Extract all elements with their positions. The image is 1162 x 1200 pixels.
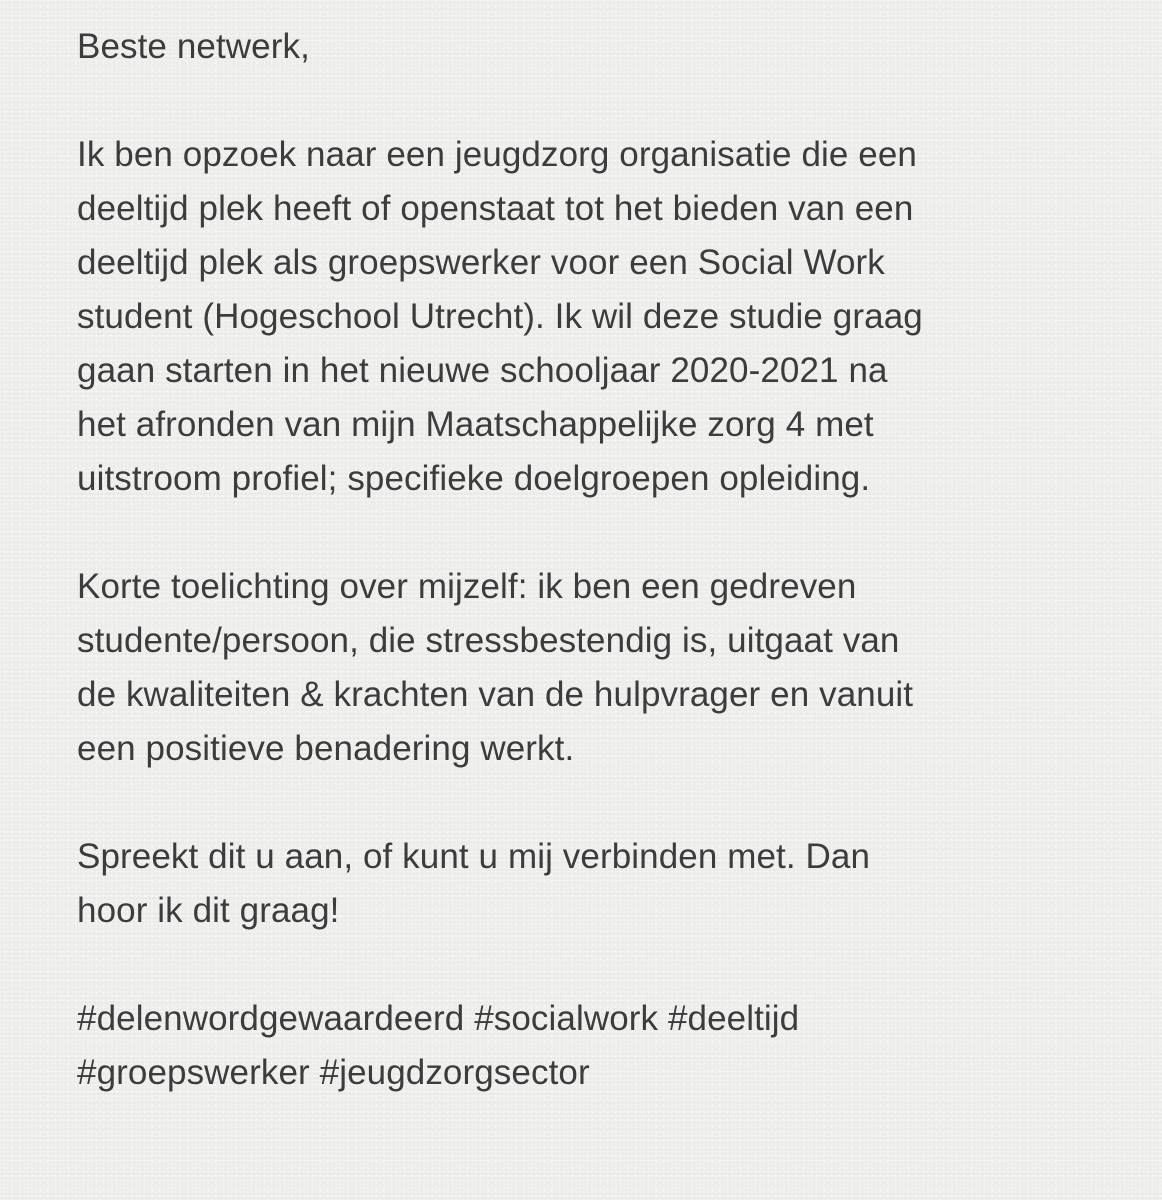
note-greeting: Beste netwerk,: [77, 27, 310, 66]
note-paragraph-about-me: Korte toelichting over mijzelf: ik ben een gedreven studente/persoon, die stressbestendig is, uitgaat van de kwaliteiten & krachten van de hulpvrager en vanuit een positieve benadering werkt.: [77, 567, 914, 768]
paragraph-spacer: [77, 776, 1117, 830]
note-body: [77, 20, 1117, 1100]
note-paragraph-request: Ik ben opzoek naar een jeugdzorg organisatie die een deeltijd plek heeft of openstaat tot het bieden van een deeltijd plek als groepswerker voor een Social Work student (Hogeschool Utrecht). Ik wil deze studie graag gaan starten in het nieuwe schooljaar 2020-2021 na het afronden van mijn Maatschappelijke zorg 4 met uitstroom profiel; specifieke doelgroepen opleiding.: [77, 135, 923, 498]
note-paragraph-call-to-action: Spreekt dit u aan, of kunt u mij verbinden met. Dan hoor ik dit graag!: [77, 837, 871, 930]
paragraph-spacer: [77, 74, 1117, 128]
note-hashtags: #delenwordgewaardeerd #socialwork #deeltijd #groepswerker #jeugdzorgsector: [77, 999, 800, 1092]
paragraph-spacer: [77, 938, 1117, 992]
paragraph-spacer: [77, 506, 1117, 560]
